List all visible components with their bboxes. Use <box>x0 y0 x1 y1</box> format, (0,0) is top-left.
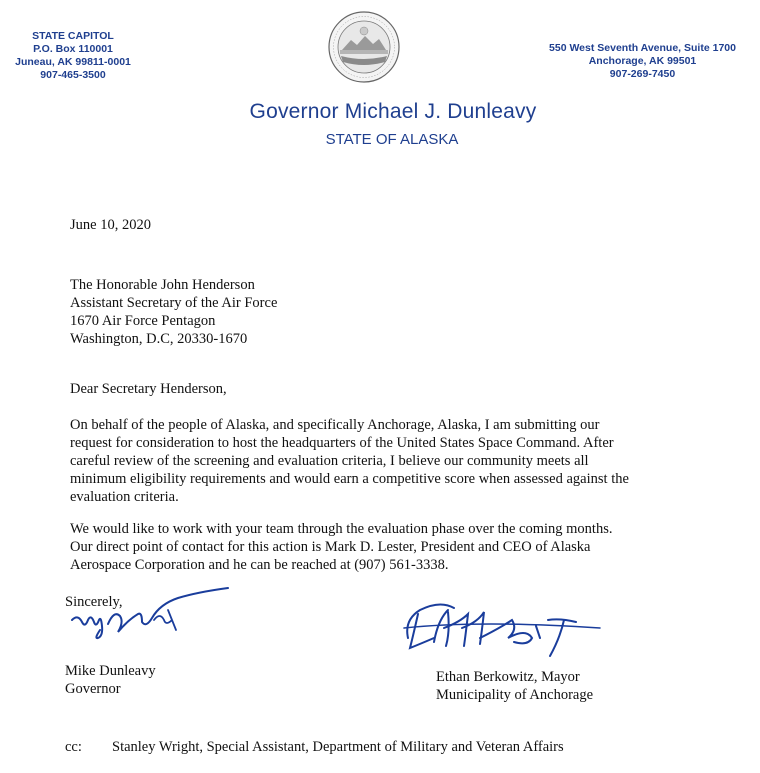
signer-title: Governor <box>65 681 121 697</box>
cc-label: cc: <box>65 739 82 755</box>
address-line: 907-269-7450 <box>609 68 676 80</box>
paragraph-line: evaluation criteria. <box>70 489 179 505</box>
paragraph-line: minimum eligibility requirements and would earn a competitive score when assessed against the <box>70 471 629 487</box>
salutation: Dear Secretary Henderson, <box>70 381 227 397</box>
address-line: STATE CAPITOL <box>32 30 114 42</box>
address-line: 907-465-3500 <box>40 69 106 81</box>
recipient-line: Assistant Secretary of the Air Force <box>70 295 278 311</box>
anchorage-address <box>545 42 740 81</box>
signer-title: Municipality of Anchorage <box>436 687 594 703</box>
paragraph-line: Aerospace Corporation and he can be reached at (907) 561-3338. <box>70 557 449 573</box>
paragraph-line: On behalf of the people of Alaska, and specifically Anchorage, Alaska, I am submitting our <box>70 417 600 433</box>
governor-signature <box>68 586 238 646</box>
paragraph-1 <box>70 416 710 506</box>
recipient-line: The Honorable John Henderson <box>70 277 255 293</box>
governor-name: Governor Michael J. Dunleavy <box>249 100 537 123</box>
signer-name: Ethan Berkowitz, Mayor <box>436 669 580 685</box>
capitol-address <box>14 30 132 82</box>
recipient-block <box>70 276 277 348</box>
paragraph-line: request for consideration to host the headquarters of the United States Space Command. After <box>70 435 614 451</box>
state-seal-icon <box>327 10 401 84</box>
address-line: 550 West Seventh Avenue, Suite 1700 <box>549 42 736 54</box>
recipient-line: 1670 Air Force Pentagon <box>70 313 216 329</box>
address-line: Juneau, AK 99811-0001 <box>15 56 131 68</box>
mayor-signature-block <box>436 668 593 704</box>
paragraph-line: We would like to work with your team through the evaluation phase over the coming months. <box>70 521 613 537</box>
governor-signature-block <box>65 662 156 698</box>
address-line: Anchorage, AK 99501 <box>588 55 697 67</box>
paragraph-2 <box>70 520 710 574</box>
paragraph-line: careful review of the screening and evaluation criteria, I believe our community meets all <box>70 453 589 469</box>
letter-date: June 10, 2020 <box>70 217 151 233</box>
signer-name: Mike Dunleavy <box>65 663 156 679</box>
mayor-signature <box>400 598 610 660</box>
closing: Sincerely, <box>65 594 123 610</box>
paragraph-line: Our direct point of contact for this action is Mark D. Lester, President and CEO of Alaska <box>70 539 591 555</box>
address-line: P.O. Box 110001 <box>33 43 113 55</box>
state-name: STATE OF ALASKA <box>325 131 459 148</box>
cc-recipient: Stanley Wright, Special Assistant, Department of Military and Veteran Affairs <box>112 739 564 755</box>
recipient-line: Washington, D.C, 20330-1670 <box>70 331 248 347</box>
